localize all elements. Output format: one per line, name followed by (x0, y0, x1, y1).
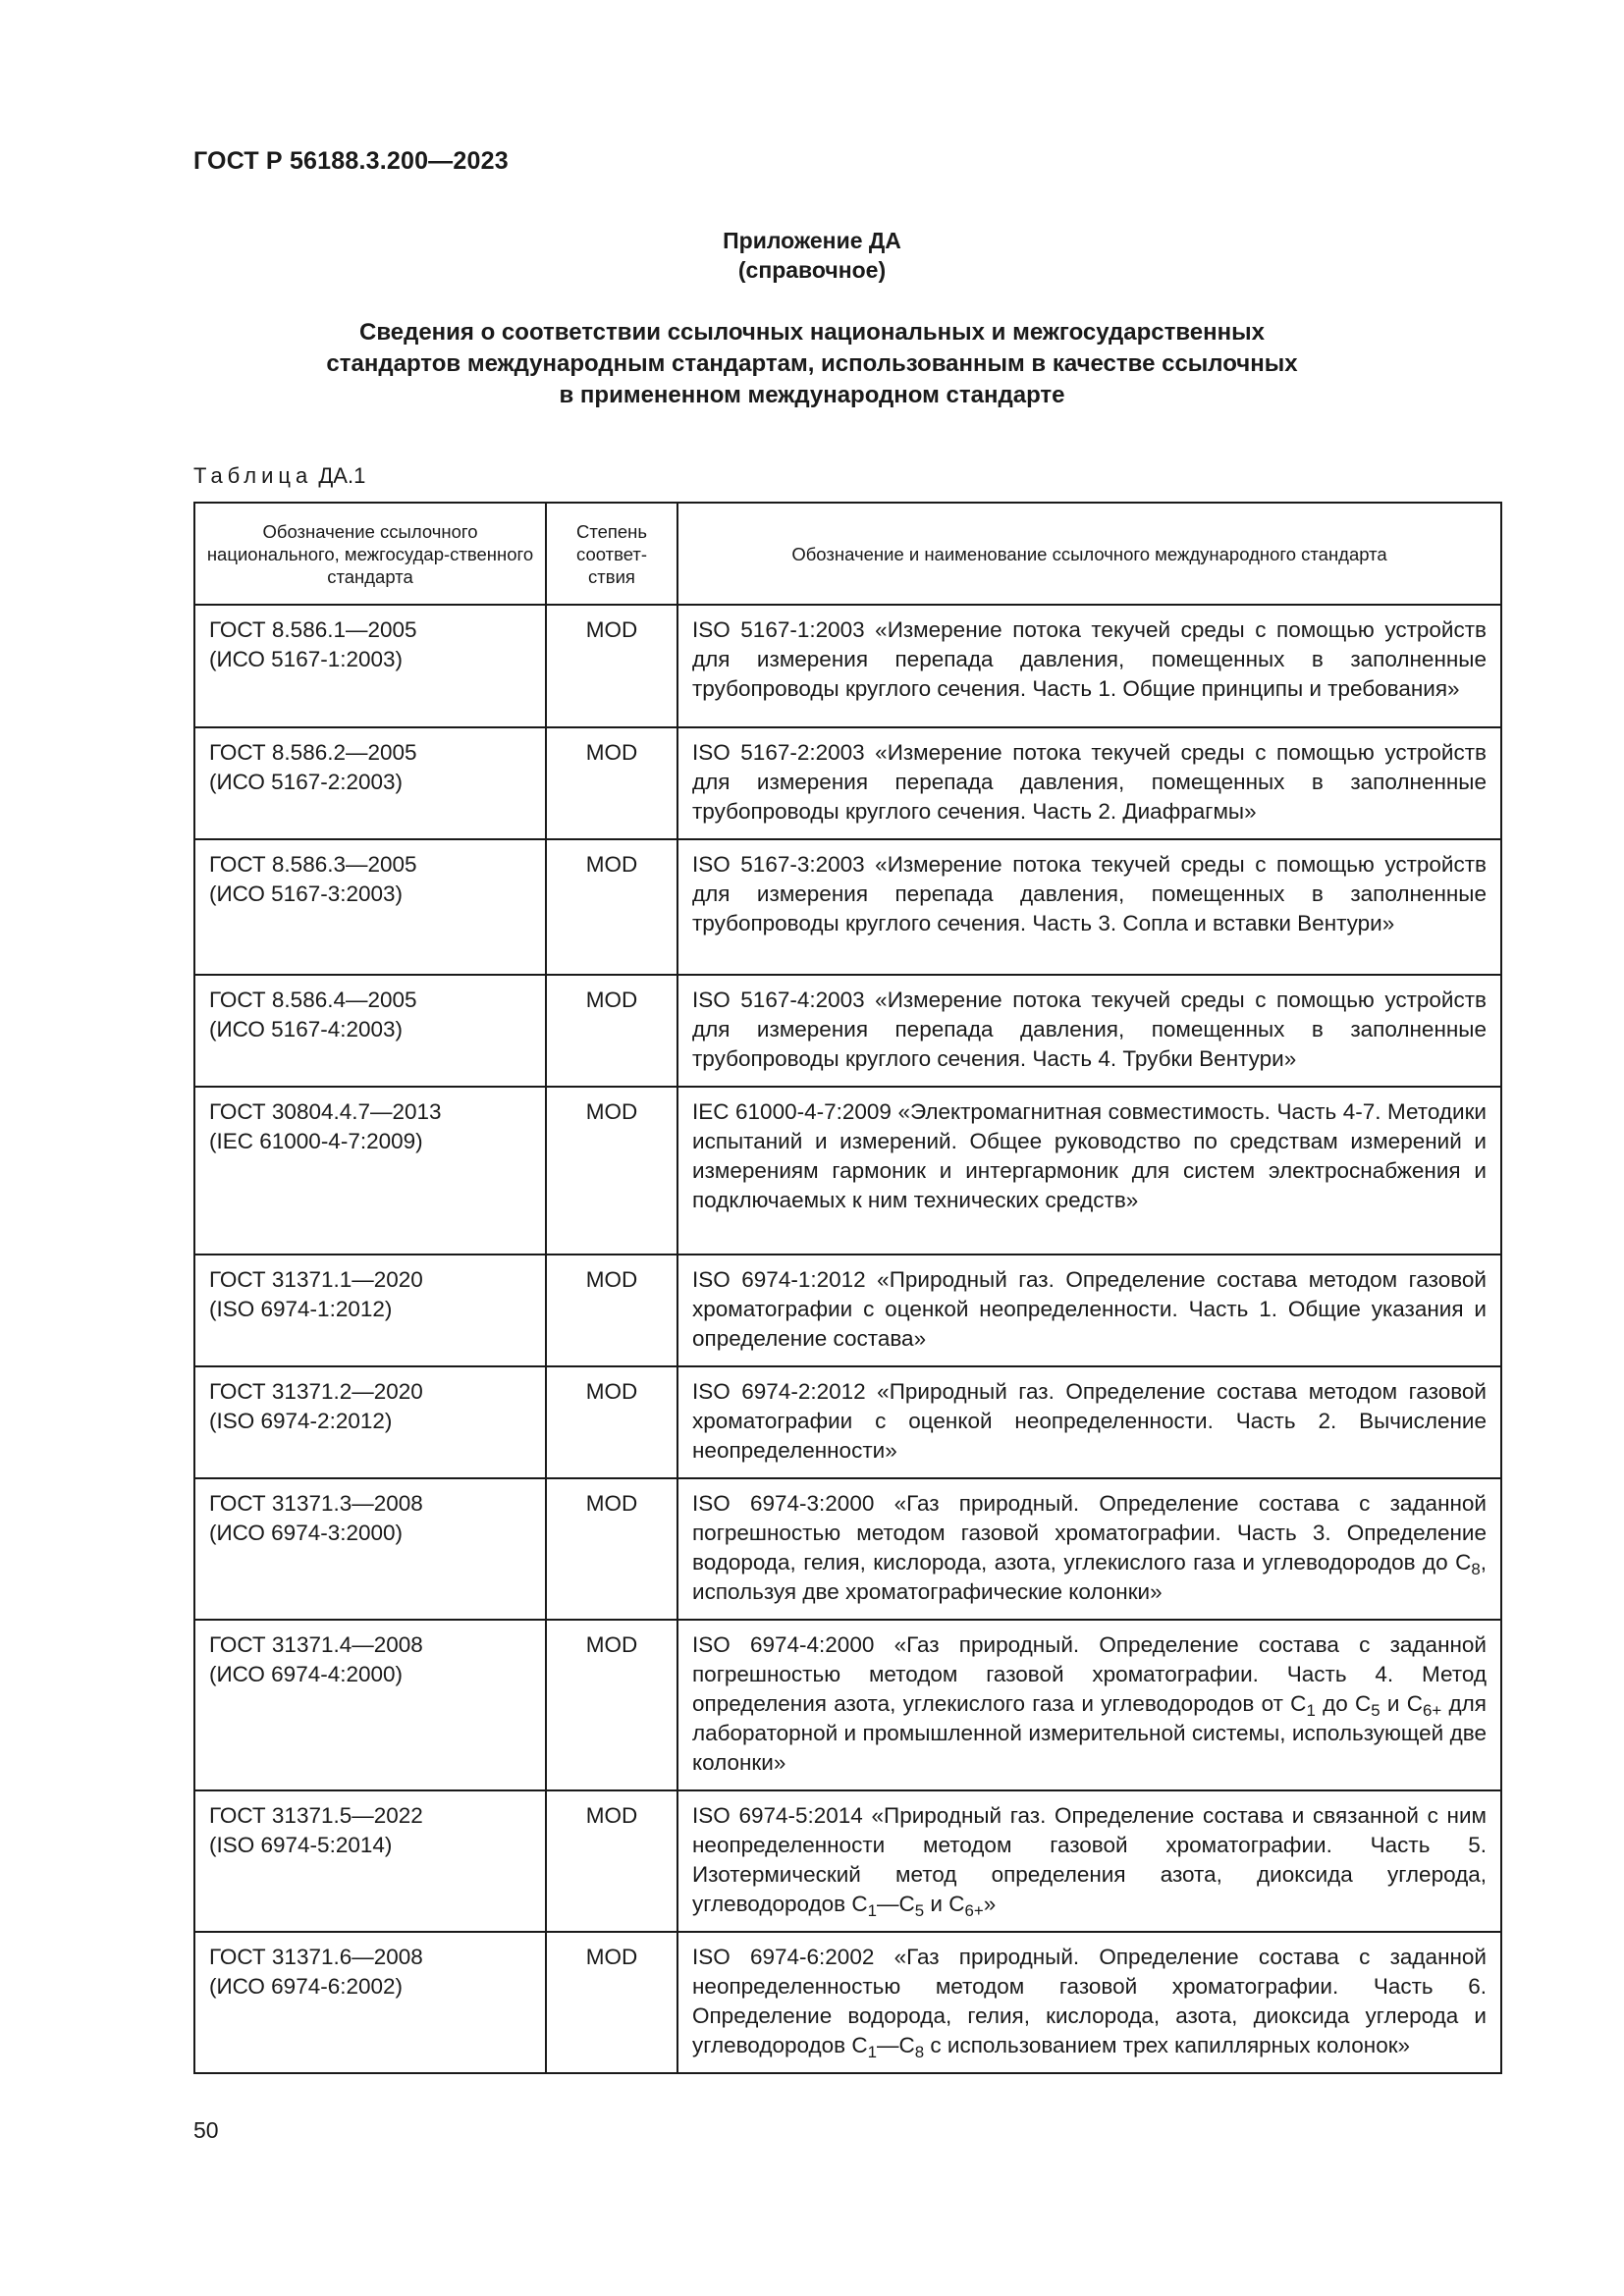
table-row (194, 1620, 1501, 1790)
degree-cell: MOD (546, 1087, 677, 1255)
national-standard-cell (194, 975, 546, 1087)
description-text: ISO 6974-3:2000 «Газ природный. Определение состава с заданной погрешностью методом газовой хроматографии. Часть 3. Определение водорода, гелия, кислорода, азота, углекислого газа и углеводородов до C (692, 1491, 1487, 1575)
national-standard-equivalent: (ИСО 5167-4:2003) (209, 1017, 404, 1041)
national-standard-cell (194, 1620, 546, 1790)
national-standard-code: ГОСТ 31371.2—2020 (209, 1379, 423, 1404)
international-standard-cell: ISO 5167-1:2003 «Измерение потока текучей среды с помощью устройств для измерения перепада давления, помещенных в заполненные трубопроводы круглого сечения. Часть 1. Общие принципы и требования» (677, 605, 1501, 727)
title-line: в примененном международном стандарте (559, 382, 1065, 408)
national-standard-code: ГОСТ 8.586.2—2005 (209, 740, 417, 765)
table-row (194, 1478, 1501, 1620)
international-standard-cell: ISO 5167-3:2003 «Измерение потока текучей среды с помощью устройств для измерения перепада давления, помещенных в заполненные трубопроводы круглого сечения. Часть 3. Сопла и вставки Вентури» (677, 839, 1501, 975)
description-text: для лабораторной и промышленной измерительной системы, использующей две колонки» (692, 1691, 1487, 1775)
national-standard-equivalent: (ИСО 5167-2:2003) (209, 770, 404, 794)
description-text: » (983, 1892, 997, 1916)
international-standard-cell: IEC 61000-4-7:2009 «Электромагнитная совместимость. Часть 4-7. Методики испытаний и измерений. Общее руководство по средствам измерений и измерениям гармоник и интергармоник для систем электроснабжения и подключаемых к ним технических средств» (677, 1087, 1501, 1255)
national-standard-equivalent: (ИСО 6974-3:2000) (209, 1521, 404, 1545)
national-standard-equivalent: (ISO 6974-2:2012) (209, 1409, 393, 1433)
national-standard-code: ГОСТ 30804.4.7—2013 (209, 1099, 442, 1124)
national-standard-cell (194, 1932, 546, 2073)
table-row (194, 1255, 1501, 1366)
national-standard-cell (194, 1087, 546, 1255)
national-standard-code: ГОСТ 31371.6—2008 (209, 1945, 423, 1969)
header-international-standard: Обозначение и наименование ссылочного международного стандарта (677, 503, 1501, 605)
national-standard-cell (194, 1255, 546, 1366)
national-standard-cell (194, 727, 546, 839)
description-text: ISO 6974-5:2014 «Природный газ. Определение состава и связанной с ним неопределенности методом газовой хроматографии. Часть 5. Изотермический метод определения азота, диоксида углерода, углеводородов C (692, 1803, 1487, 1916)
international-standard-cell (677, 1478, 1501, 1620)
international-standard-cell: ISO 6974-1:2012 «Природный газ. Определение состава методом газовой хроматографии с оценкой неопределенности. Часть 1. Общие указания и определение состава» (677, 1255, 1501, 1366)
description-text: ISO 6974-4:2000 «Газ природный. Определение состава с заданной погрешностью методом газовой хроматографии. Часть 4. Метод определения азота, углекислого газа и углеводородов от C (692, 1632, 1487, 1716)
description-text: —C (876, 2033, 915, 2057)
table-row (194, 605, 1501, 727)
degree-cell: MOD (546, 727, 677, 839)
description-text: с использованием трех капиллярных колонок» (924, 2033, 1411, 2057)
national-standard-equivalent: (ISO 6974-1:2012) (209, 1297, 393, 1321)
international-standard-cell: ISO 5167-4:2003 «Измерение потока текучей среды с помощью устройств для измерения перепада давления, помещенных в заполненные трубопроводы круглого сечения. Часть 4. Трубки Вентури» (677, 975, 1501, 1087)
national-standard-equivalent: (ИСО 5167-1:2003) (209, 647, 404, 671)
national-standard-code: ГОСТ 8.586.1—2005 (209, 617, 417, 642)
national-standard-code: ГОСТ 8.586.3—2005 (209, 852, 417, 877)
table-row (194, 1790, 1501, 1932)
national-standard-cell (194, 1478, 546, 1620)
international-standard-cell (677, 1932, 1501, 2073)
subscript: 6+ (964, 1901, 984, 1921)
page-number: 50 (193, 2117, 219, 2143)
national-standard-cell (194, 839, 546, 975)
table-caption-word: Таблица (193, 463, 313, 488)
national-standard-code: ГОСТ 31371.3—2008 (209, 1491, 423, 1516)
table-caption (193, 463, 365, 489)
international-standard-cell (677, 1790, 1501, 1932)
header-degree: Степень соответ-ствия (546, 503, 677, 605)
subscript: 5 (914, 1901, 925, 1921)
description-text: и C (924, 1892, 965, 1916)
description-text: ISO 6974-6:2002 «Газ природный. Определение состава с заданной неопределенностью методом газовой хроматографии. Часть 6. Определение водорода, гелия, кислорода, азота, диоксида углерода и углеводородов C (692, 1945, 1487, 2057)
degree-cell: MOD (546, 1255, 677, 1366)
degree-cell: MOD (546, 1366, 677, 1478)
table-row (194, 727, 1501, 839)
national-standard-cell (194, 605, 546, 727)
appendix-label: Приложение ДА (723, 228, 901, 253)
international-standard-cell (677, 1620, 1501, 1790)
national-standard-code: ГОСТ 31371.4—2008 (209, 1632, 423, 1657)
international-standard-cell: ISO 6974-2:2012 «Природный газ. Определение состава методом газовой хроматографии с оценкой неопределенности. Часть 2. Вычисление неопределенности» (677, 1366, 1501, 1478)
header-national-standard: Обозначение ссылочного национального, межгосудар-ственного стандарта (194, 503, 546, 605)
national-standard-cell (194, 1790, 546, 1932)
subscript: 1 (867, 2043, 877, 2062)
appendix-status: (справочное) (737, 257, 887, 283)
subscript: 5 (1371, 1701, 1380, 1721)
degree-cell: MOD (546, 1478, 677, 1620)
appendix-heading (0, 226, 1624, 285)
national-standard-code: ГОСТ 31371.1—2020 (209, 1267, 423, 1292)
table-row (194, 1087, 1501, 1255)
table-row (194, 839, 1501, 975)
table-row (194, 975, 1501, 1087)
description-text: —C (876, 1892, 915, 1916)
national-standard-equivalent: (IEC 61000-4-7:2009) (209, 1129, 423, 1153)
national-standard-equivalent: (ИСО 5167-3:2003) (209, 881, 404, 906)
subscript: 8 (1471, 1560, 1481, 1579)
standards-table (193, 502, 1502, 2074)
table-row (194, 1932, 1501, 2073)
degree-cell: MOD (546, 605, 677, 727)
degree-cell: MOD (546, 1620, 677, 1790)
national-standard-code: ГОСТ 8.586.4—2005 (209, 988, 417, 1012)
title-line: Сведения о соответствии ссылочных национальных и межгосударственных (358, 319, 1265, 346)
degree-cell: MOD (546, 975, 677, 1087)
national-standard-cell (194, 1366, 546, 1478)
table-row (194, 1366, 1501, 1478)
international-standard-cell: ISO 5167-2:2003 «Измерение потока текучей среды с помощью устройств для измерения перепада давления, помещенных в заполненные трубопроводы круглого сечения. Часть 2. Диафрагмы» (677, 727, 1501, 839)
national-standard-code: ГОСТ 31371.5—2022 (209, 1803, 423, 1828)
national-standard-equivalent: (ИСО 6974-4:2000) (209, 1662, 404, 1686)
document-code: ГОСТ Р 56188.3.200—2023 (193, 147, 509, 175)
degree-cell: MOD (546, 839, 677, 975)
degree-cell: MOD (546, 1932, 677, 2073)
subscript: 8 (914, 2043, 925, 2062)
subscript: 1 (1306, 1701, 1316, 1721)
section-title (0, 317, 1624, 411)
national-standard-equivalent: (ИСО 6974-6:2002) (209, 1974, 404, 1999)
table-header-row (194, 503, 1501, 605)
subscript: 6+ (1423, 1701, 1442, 1721)
table-caption-number: ДА.1 (318, 463, 366, 488)
description-text: до C (1315, 1691, 1372, 1716)
description-text: и C (1380, 1691, 1424, 1716)
description-text: , используя две хроматографические колонки» (692, 1550, 1487, 1604)
subscript: 1 (867, 1901, 877, 1921)
national-standard-equivalent: (ISO 6974-5:2014) (209, 1833, 393, 1857)
degree-cell: MOD (546, 1790, 677, 1932)
title-line: стандартов международным стандартам, использованным в качестве ссылочных (326, 350, 1298, 377)
